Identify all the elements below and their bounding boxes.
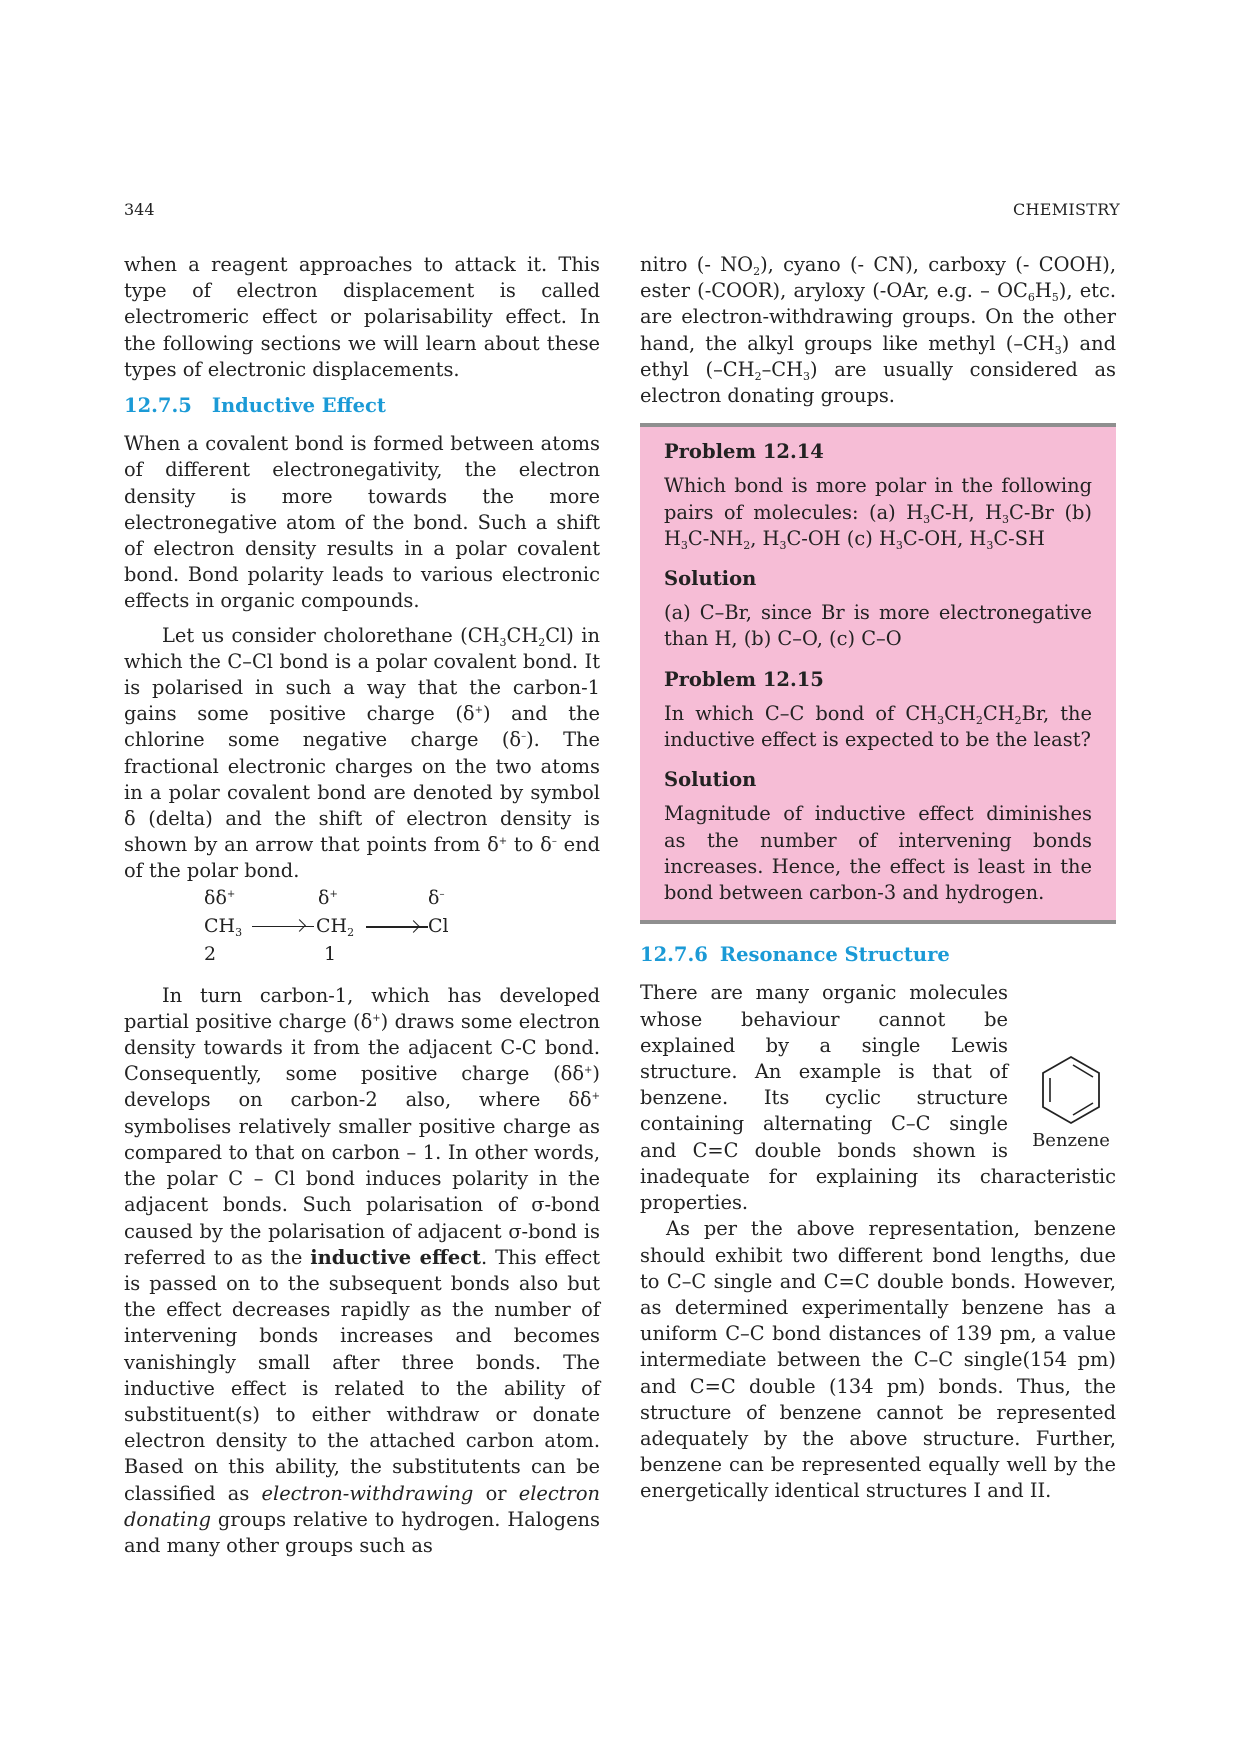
section-heading-resonance bbox=[640, 942, 1116, 968]
inductive-paragraph-1: When a covalent bond is formed between atoms of different electronegativity, the electron density is more towards the more electronegative atom of the bond. Such a shift of electron density results in a polar covalent bond. Bond polarity leads to various electronic effects in organic compounds. bbox=[124, 432, 600, 613]
inductive-effect-term: inductive effect bbox=[310, 1245, 482, 1269]
inductive-paragraph-2: Let us consider cholorethane $(CH_3CH_2Cl)$ in which the C–Cl bond is a polar covalent bond. It is polarised in such a way that the carbon-1 gains some positive charge (δ+) and the chlorine some negative charge (δ–). The fractional electronic charges on the two atoms in a polar covalent bond are denoted by symbol δ (delta) and the shift of electron density is shown by an arrow that points from δ+ to δ– end of the polar bond. bbox=[124, 623, 601, 883]
problem-box bbox=[640, 423, 1116, 924]
problem-12-14-solution-title: Solution bbox=[664, 567, 757, 591]
problem-12-14-title: Problem 12.14 bbox=[664, 440, 824, 464]
arrow-icon bbox=[252, 926, 314, 927]
intro-paragraph: when a reagent approaches to attack it. This type of electron displacement is called electromeric effect or polarisability effect. In the following sections we will learn about these types of electronic displacements. bbox=[124, 253, 600, 381]
page-number: 344 bbox=[124, 200, 155, 219]
section-heading-inductive bbox=[124, 393, 600, 419]
section-title: Resonance Structure bbox=[719, 943, 950, 967]
problem-12-15-solution: Magnitude of inductive effect diminishes as the number of intervening bonds increases. Hence, the effect is least in the bond between carbon-3 and hydrogen. bbox=[664, 802, 1092, 905]
bold-arrow-icon bbox=[366, 926, 428, 928]
resonance-paragraph-2: As per the above representation, benzene should exhibit two different bond lengths, due to C–C single and C=C double bonds. However, as determined experimentally benzene has a uniform C–C bond distances of 139 pm, a value intermediate between the C–C single(154 pm) and C=C double (134 pm) bonds. Thus, the structure of benzene cannot be represented adequately by the above structure. Further, benzene can be represented equally well by the energetically identical structures I and II. bbox=[640, 1217, 1116, 1503]
benzene-caption: Benzene bbox=[1032, 1130, 1110, 1152]
problem-12-14-solution: (a) C–Br, since Br is more electronegative than H, (b) C–O, (c) C–O bbox=[664, 601, 1092, 651]
right-column bbox=[640, 252, 1116, 1505]
chloroethane-polarisation-equation: δδ+ δ+ δ– $CH_3$ $CH_2$ Cl 2 1 bbox=[204, 886, 449, 965]
benzene-ring-icon bbox=[1039, 1054, 1103, 1126]
resonance-paragraph-1: There are many organic molecules whose behaviour cannot be explained by a single Lewis structure. An example is that of benzene. Its cyclic structure containing alternating C–C single and C=C double bonds shown is inadequate for explaining its characteristic properties. bbox=[640, 981, 1116, 1215]
inductive-paragraph-3: In turn carbon-1, which has developed partial positive charge (δ+) draws some electron density towards it from the adjacent C-C bond. Consequently, some positive charge (δδ+) develops on carbon-2 also, where δδ+ symbolises relatively smaller positive charge as compared to that on carbon – 1. In other words, the polar C – Cl bond induces polarity in the adjacent bonds. Such polarisation of σ-bond caused by the polarisation of adjacent σ-bond is referred to as the inductive effect. This effect is passed on to the subsequent bonds also but the effect decreases rapidly as the number of intervening bonds increases and becomes vanishingly small after three bonds. The inductive effect is related to the ability of substituent(s) to either withdraw or donate electron density to the attached carbon atom. Based on this ability, the substitutents can be classified as electron-withdrawing or electron donating groups relative to hydrogen. Halogens and many other groups such as bbox=[124, 983, 600, 1557]
problem-12-15-question: In which C–C bond of $CH_3CH_2CH_2Br$, the inductive effect is expected to be the least? bbox=[664, 701, 1092, 752]
problem-12-14-question: Which bond is more polar in the following pairs of molecules: (a) $H_3C-H$, $H_3C-Br$ (b) $H_3C-NH_2$, $H_3C-OH$ (c) $H_3C-OH$, $H_3C-SH$ bbox=[664, 474, 1092, 552]
groups-paragraph: nitro (- $NO_2$), cyano (- CN), carboxy (- COOH), ester (-COOR), aryloxy (-OAr, e.g. – $OC_6H_5$), etc. are electron-withdrawing groups. On the other hand, the alkyl groups like methyl $(-CH_3)$ and ethyl $(-CH_2-CH_3)$ are usually considered as electron donating groups. bbox=[640, 253, 1116, 408]
section-number: 12.7.6 bbox=[640, 943, 708, 967]
problem-12-15-solution-title: Solution bbox=[664, 768, 757, 792]
section-title: Inductive Effect bbox=[211, 394, 386, 418]
running-head: CHEMISTRY bbox=[1012, 200, 1120, 219]
benzene-figure bbox=[1026, 1054, 1116, 1154]
left-column bbox=[124, 252, 600, 1559]
problem-12-15-title: Problem 12.15 bbox=[664, 667, 824, 691]
section-number: 12.7.5 bbox=[124, 394, 192, 418]
